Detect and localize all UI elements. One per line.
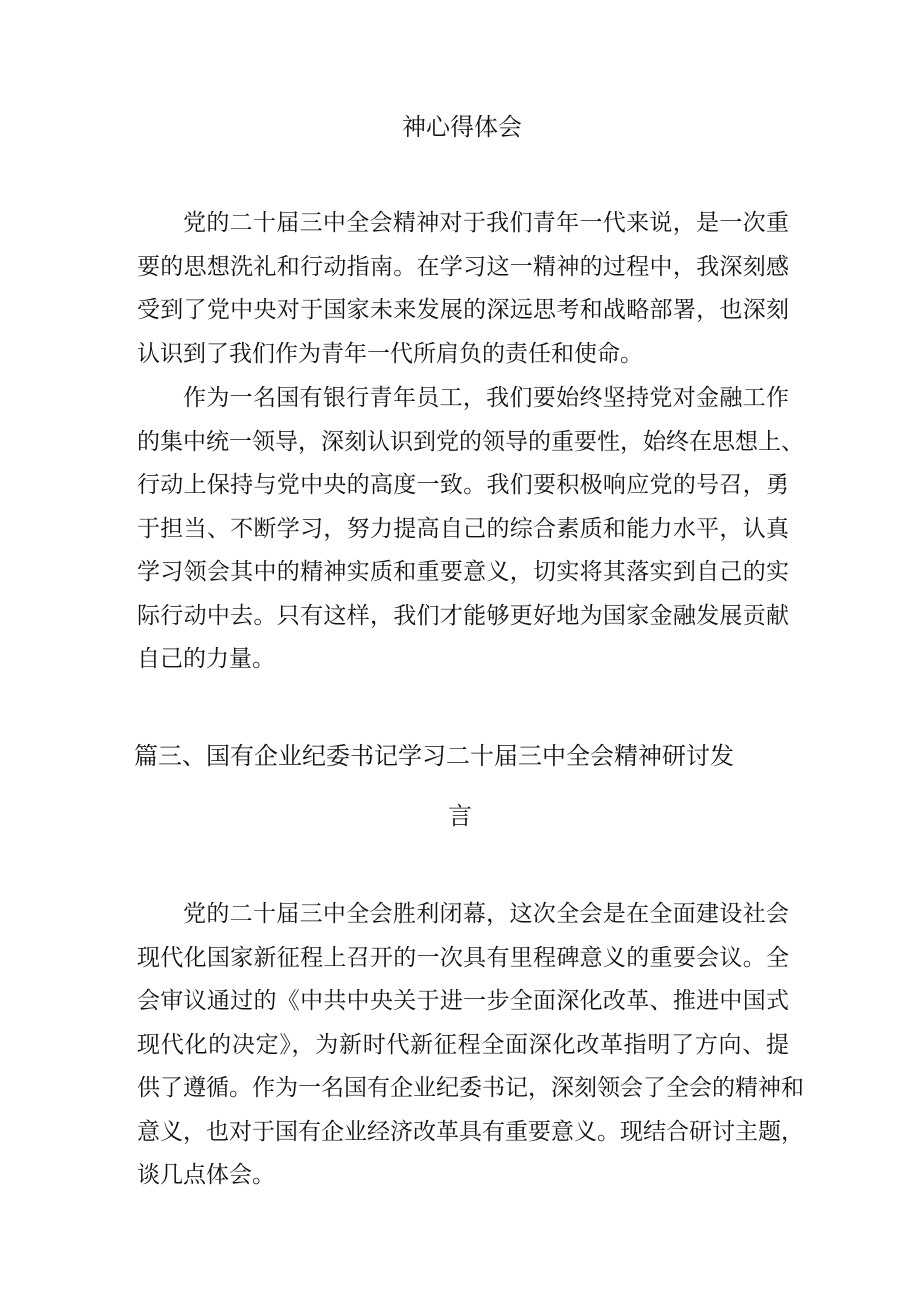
paragraph-line: 现代化的决定》，为新时代新征程全面深化改革指明了方向、提 [137,1031,789,1058]
paragraph-line: 谈几点体会。 [137,1162,275,1188]
paragraph-line: 供了遵循。作为一名国有企业纪委书记，深刻领会了全会的精神和 [137,1075,804,1101]
paragraph-1 [137,202,789,376]
paragraph-3 [137,893,804,1198]
paragraph-line: 会审议通过的《中共中央关于进一步全面深化改革、推进中国式 [137,988,789,1014]
paragraph-line: 认识到了我们作为青年一代所肩负的责任和使命。 [137,340,643,367]
section-3-title-continued: 言 [448,802,472,830]
paragraph-line: 自己的力量。 [137,646,275,672]
paragraph-line: 作为一名国有银行青年员工，我们要始终坚持党对金融工作 [183,385,789,411]
paragraph-line: 党的二十届三中全会胜利闭幕，这次全会是在全面建设社会 [183,901,789,927]
paragraph-line: 意义，也对于国有企业经济改革具有重要意义。现结合研讨主题， [137,1118,804,1145]
paragraph-2 [137,377,804,682]
paragraph-line: 行动上保持与党中央的高度一致。我们要积极响应党的号召，勇 [137,472,789,498]
section-3-title: 篇三、国有企业纪委书记学习二十届三中全会精神研讨发 [134,742,734,770]
paragraph-line: 际行动中去。只有这样，我们才能够更好地为国家金融发展贡献 [137,602,789,629]
paragraph-line: 的集中统一领导，深刻认识到党的领导的重要性，始终在思想上、 [137,428,804,455]
paragraph-line: 学习领会其中的精神实质和重要意义，切实将其落实到自己的实 [137,559,789,585]
paragraph-line: 现代化国家新征程上召开的一次具有里程碑意义的重要会议。全 [137,944,789,971]
paragraph-line: 受到了党中央对于国家未来发展的深远思考和战略部署，也深刻 [137,297,789,323]
section-tail-title: 神心得体会 [402,113,522,141]
paragraph-line: 要的思想洗礼和行动指南。在学习这一精神的过程中，我深刻感 [137,253,789,280]
paragraph-line: 党的二十届三中全会精神对于我们青年一代来说，是一次重 [183,210,789,236]
paragraph-line: 于担当、不断学习，努力提高自己的综合素质和能力水平，认真 [137,515,789,542]
